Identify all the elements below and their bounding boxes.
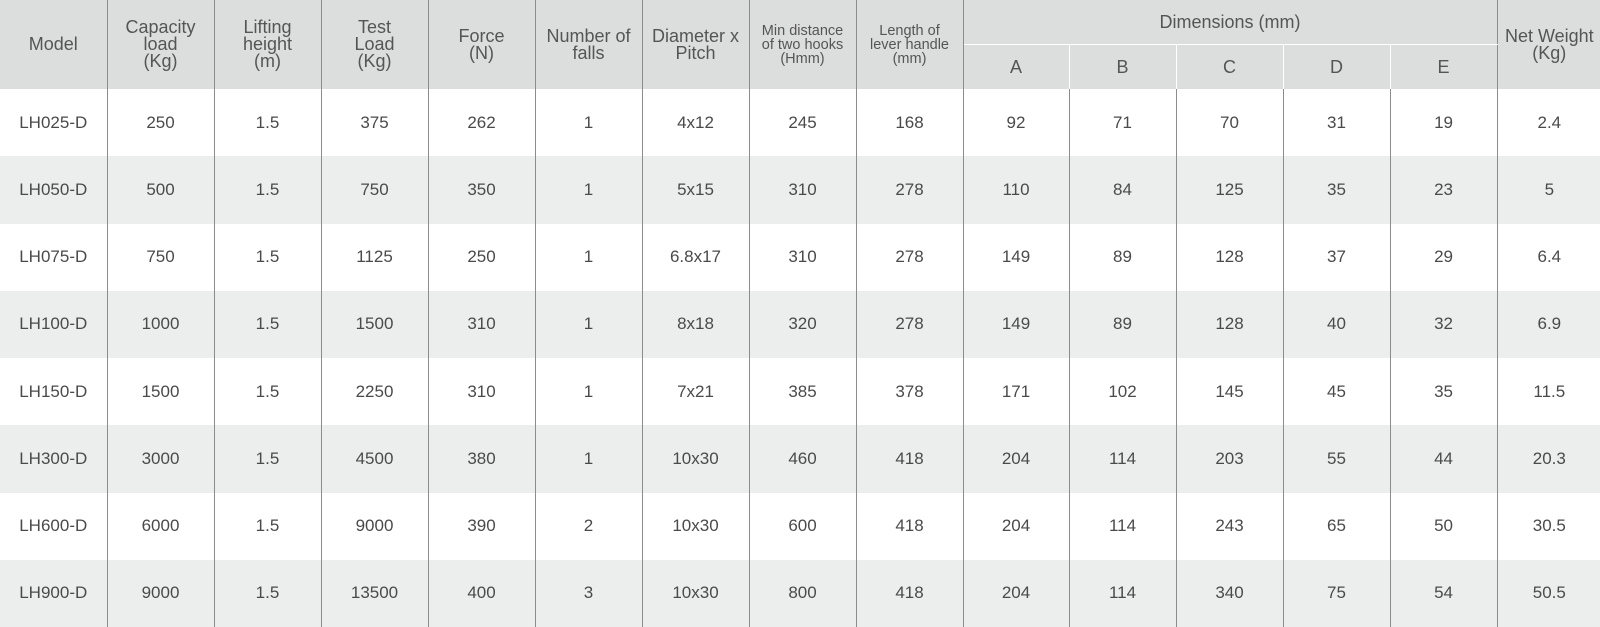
header-model: Model <box>0 0 107 89</box>
cell-dim-d: 40 <box>1283 291 1390 358</box>
cell-dim-e: 54 <box>1390 560 1497 627</box>
cell-capacity-load: 3000 <box>107 425 214 492</box>
cell-force: 262 <box>428 89 535 156</box>
table-row <box>0 358 1600 425</box>
table-row <box>0 493 1600 560</box>
cell-dim-e: 29 <box>1390 224 1497 291</box>
table-row <box>0 224 1600 291</box>
cell-net-weight: 50.5 <box>1497 560 1600 627</box>
cell-dim-b: 114 <box>1069 493 1176 560</box>
cell-force: 390 <box>428 493 535 560</box>
cell-model: LH025-D <box>0 89 107 156</box>
cell-model: LH600-D <box>0 493 107 560</box>
cell-dim-b: 102 <box>1069 358 1176 425</box>
cell-min-distance: 385 <box>749 358 856 425</box>
cell-capacity-load: 1000 <box>107 291 214 358</box>
cell-dim-c: 128 <box>1176 291 1283 358</box>
cell-net-weight: 6.4 <box>1497 224 1600 291</box>
cell-number-of-falls: 3 <box>535 560 642 627</box>
cell-diameter-pitch: 10x30 <box>642 560 749 627</box>
cell-capacity-load: 750 <box>107 224 214 291</box>
cell-test-load: 375 <box>321 89 428 156</box>
cell-dim-c: 243 <box>1176 493 1283 560</box>
cell-lever-length: 278 <box>856 291 963 358</box>
cell-lifting-height: 1.5 <box>214 493 321 560</box>
cell-capacity-load: 250 <box>107 89 214 156</box>
header-min-distance: Min distance of two hooks (Hmm) <box>749 0 856 89</box>
cell-number-of-falls: 1 <box>535 358 642 425</box>
cell-number-of-falls: 1 <box>535 89 642 156</box>
cell-test-load: 2250 <box>321 358 428 425</box>
cell-dim-a: 149 <box>963 291 1069 358</box>
cell-dim-d: 65 <box>1283 493 1390 560</box>
header-diameter-pitch: Diameter x Pitch <box>642 0 749 89</box>
cell-lever-length: 168 <box>856 89 963 156</box>
cell-dim-d: 55 <box>1283 425 1390 492</box>
cell-lifting-height: 1.5 <box>214 156 321 223</box>
cell-dim-a: 110 <box>963 156 1069 223</box>
cell-test-load: 9000 <box>321 493 428 560</box>
cell-dim-a: 92 <box>963 89 1069 156</box>
cell-dim-d: 75 <box>1283 560 1390 627</box>
cell-dim-a: 204 <box>963 560 1069 627</box>
cell-lever-length: 278 <box>856 224 963 291</box>
cell-test-load: 4500 <box>321 425 428 492</box>
cell-model: LH075-D <box>0 224 107 291</box>
cell-dim-c: 128 <box>1176 224 1283 291</box>
cell-lever-length: 378 <box>856 358 963 425</box>
cell-dim-a: 171 <box>963 358 1069 425</box>
cell-dim-a: 204 <box>963 493 1069 560</box>
cell-lever-length: 418 <box>856 425 963 492</box>
cell-dim-e: 44 <box>1390 425 1497 492</box>
cell-capacity-load: 6000 <box>107 493 214 560</box>
cell-force: 310 <box>428 358 535 425</box>
cell-force: 250 <box>428 224 535 291</box>
header-force: Force (N) <box>428 0 535 89</box>
cell-dim-b: 84 <box>1069 156 1176 223</box>
cell-net-weight: 20.3 <box>1497 425 1600 492</box>
table-row <box>0 425 1600 492</box>
cell-capacity-load: 1500 <box>107 358 214 425</box>
cell-diameter-pitch: 10x30 <box>642 425 749 492</box>
header-lifting-height: Lifting height (m) <box>214 0 321 89</box>
header-dim-a: A <box>963 45 1069 90</box>
table-row <box>0 560 1600 627</box>
cell-model: LH050-D <box>0 156 107 223</box>
cell-dim-e: 50 <box>1390 493 1497 560</box>
header-dim-d: D <box>1283 45 1390 90</box>
cell-diameter-pitch: 6.8x17 <box>642 224 749 291</box>
table-row <box>0 291 1600 358</box>
cell-dim-c: 340 <box>1176 560 1283 627</box>
cell-min-distance: 600 <box>749 493 856 560</box>
cell-dim-e: 19 <box>1390 89 1497 156</box>
header-dimensions: Dimensions (mm) <box>963 0 1497 45</box>
cell-dim-e: 35 <box>1390 358 1497 425</box>
cell-dim-b: 89 <box>1069 291 1176 358</box>
cell-net-weight: 11.5 <box>1497 358 1600 425</box>
cell-dim-d: 31 <box>1283 89 1390 156</box>
header-lever-length: Length of lever handle (mm) <box>856 0 963 89</box>
cell-model: LH300-D <box>0 425 107 492</box>
cell-test-load: 1500 <box>321 291 428 358</box>
cell-net-weight: 30.5 <box>1497 493 1600 560</box>
cell-test-load: 750 <box>321 156 428 223</box>
table-body <box>0 89 1600 627</box>
cell-lever-length: 278 <box>856 156 963 223</box>
cell-dim-c: 145 <box>1176 358 1283 425</box>
cell-model: LH150-D <box>0 358 107 425</box>
cell-force: 350 <box>428 156 535 223</box>
cell-diameter-pitch: 5x15 <box>642 156 749 223</box>
cell-lifting-height: 1.5 <box>214 89 321 156</box>
cell-test-load: 13500 <box>321 560 428 627</box>
cell-dim-a: 204 <box>963 425 1069 492</box>
cell-number-of-falls: 2 <box>535 493 642 560</box>
cell-model: LH900-D <box>0 560 107 627</box>
cell-number-of-falls: 1 <box>535 425 642 492</box>
cell-dim-b: 71 <box>1069 89 1176 156</box>
cell-test-load: 1125 <box>321 224 428 291</box>
cell-lifting-height: 1.5 <box>214 425 321 492</box>
cell-dim-b: 89 <box>1069 224 1176 291</box>
cell-model: LH100-D <box>0 291 107 358</box>
cell-dim-a: 149 <box>963 224 1069 291</box>
header-dim-b: B <box>1069 45 1176 90</box>
cell-capacity-load: 9000 <box>107 560 214 627</box>
table-row <box>0 156 1600 223</box>
cell-dim-d: 45 <box>1283 358 1390 425</box>
cell-dim-d: 35 <box>1283 156 1390 223</box>
cell-number-of-falls: 1 <box>535 291 642 358</box>
cell-lifting-height: 1.5 <box>214 224 321 291</box>
cell-min-distance: 800 <box>749 560 856 627</box>
cell-lever-length: 418 <box>856 493 963 560</box>
header-capacity-load: Capacity load (Kg) <box>107 0 214 89</box>
header-test-load: Test Load (Kg) <box>321 0 428 89</box>
cell-force: 310 <box>428 291 535 358</box>
cell-force: 400 <box>428 560 535 627</box>
cell-min-distance: 310 <box>749 156 856 223</box>
cell-diameter-pitch: 7x21 <box>642 358 749 425</box>
header-number-of-falls: Number of falls <box>535 0 642 89</box>
cell-force: 380 <box>428 425 535 492</box>
header-net-weight: Net Weight (Kg) <box>1497 0 1600 89</box>
cell-lifting-height: 1.5 <box>214 291 321 358</box>
cell-net-weight: 6.9 <box>1497 291 1600 358</box>
cell-min-distance: 320 <box>749 291 856 358</box>
cell-lifting-height: 1.5 <box>214 358 321 425</box>
cell-min-distance: 245 <box>749 89 856 156</box>
cell-lever-length: 418 <box>856 560 963 627</box>
cell-dim-c: 125 <box>1176 156 1283 223</box>
cell-lifting-height: 1.5 <box>214 560 321 627</box>
cell-dim-e: 32 <box>1390 291 1497 358</box>
cell-dim-e: 23 <box>1390 156 1497 223</box>
cell-number-of-falls: 1 <box>535 156 642 223</box>
cell-dim-d: 37 <box>1283 224 1390 291</box>
cell-net-weight: 5 <box>1497 156 1600 223</box>
cell-diameter-pitch: 4x12 <box>642 89 749 156</box>
table-header <box>0 0 1600 89</box>
cell-diameter-pitch: 8x18 <box>642 291 749 358</box>
cell-diameter-pitch: 10x30 <box>642 493 749 560</box>
cell-net-weight: 2.4 <box>1497 89 1600 156</box>
cell-min-distance: 310 <box>749 224 856 291</box>
cell-dim-b: 114 <box>1069 560 1176 627</box>
table-row <box>0 89 1600 156</box>
cell-capacity-load: 500 <box>107 156 214 223</box>
cell-dim-c: 203 <box>1176 425 1283 492</box>
cell-dim-b: 114 <box>1069 425 1176 492</box>
cell-min-distance: 460 <box>749 425 856 492</box>
cell-dim-c: 70 <box>1176 89 1283 156</box>
header-dim-c: C <box>1176 45 1283 90</box>
cell-number-of-falls: 1 <box>535 224 642 291</box>
header-dim-e: E <box>1390 45 1497 90</box>
